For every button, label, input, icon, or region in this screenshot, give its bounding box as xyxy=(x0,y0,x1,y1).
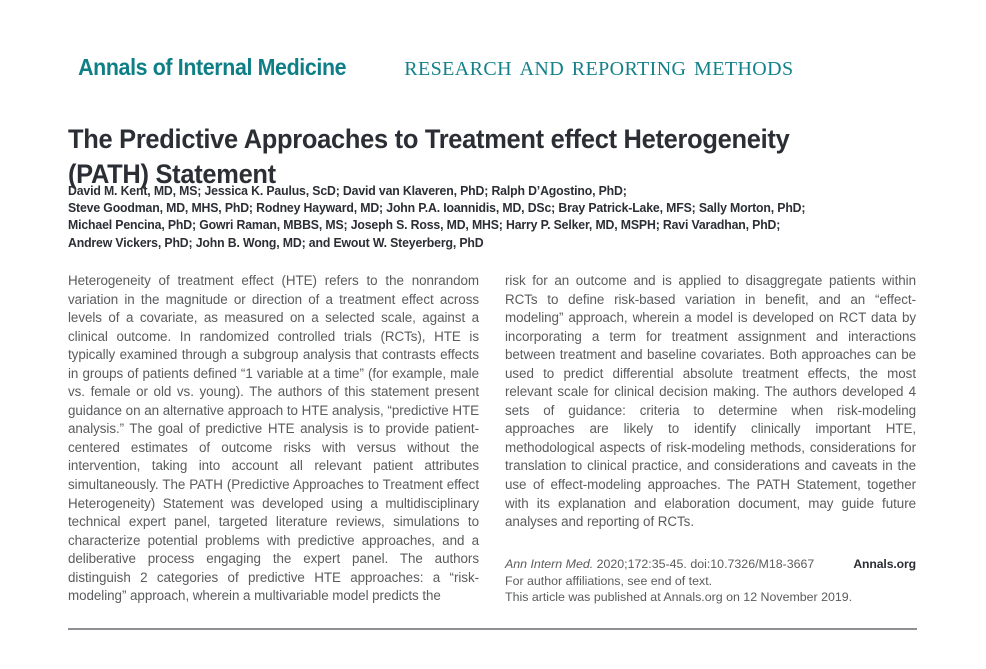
author-line: David M. Kent, MD, MS; Jessica K. Paulus, ScD; David van Klaveren, PhD; Ralph D’Agostino, PhD; xyxy=(68,184,627,198)
abstract-column-left xyxy=(68,272,479,606)
published-note: This article was published at Annals.org on 12 November 2019. xyxy=(505,590,853,605)
journal-name: Annals of Internal Medicine xyxy=(78,54,347,80)
section-title: research and reporting methods xyxy=(404,50,794,82)
masthead xyxy=(68,50,918,90)
citation-detail: 2020;172:35-45. doi:10.7326/M18-3667 xyxy=(593,557,815,571)
citation-row xyxy=(505,556,916,573)
abstract-paragraph-left: Heterogeneity of treatment effect (HTE) refers to the nonrandom variation in the magnitude or direction of a treatment effect across levels of a covariate, as measured on a selected scale, against a clinical outcome. In randomized controlled trials (RCTs), HTE is typically examined through a subgroup analysis that contrasts effects in groups of patients defined “1 variable at a time” (for example, male vs. female or old vs. young). The authors of this statement present guidance on an alternative approach to HTE analysis, “predictive HTE analysis.” The goal of predictive HTE analysis is to provide patient-centered estimates of outcome risks with versus without the intervention, taking into account all relevant patient attributes simultaneously. The PATH (Predictive Approaches to Treatment effect Heterogeneity) Statement was developed using a multidisciplinary technical expert panel, targeted literature reviews, simulations to characterize potential problems with predictive approaches, and a deliberative process engaging the expert panel. The authors distinguish 2 categories of predictive HTE approaches: a “risk-modeling” approach, wherein a multivariable model predicts the xyxy=(68,273,479,604)
abstract xyxy=(68,272,916,607)
journal-abbreviation: Ann Intern Med. xyxy=(505,557,594,571)
citation-block xyxy=(505,556,916,606)
article-title: The Predictive Approaches to Treatment effect Heterogeneity (PATH) Statement xyxy=(68,123,790,189)
author-line: Steve Goodman, MD, MHS, PhD; Rodney Hayward, MD; John P.A. Ioannidis, MD, DSc; Bray Patrick-Lake, MFS; Sally Morton, PhD; xyxy=(68,201,806,216)
author-line: Michael Pencina, PhD; Gowri Raman, MBBS, MS; Joseph S. Ross, MD, MHS; Harry P. Selker, MD, MSPH; Ravi Varadhan, PhD; xyxy=(68,218,781,233)
citation-reference xyxy=(505,556,814,573)
bottom-divider xyxy=(68,628,917,630)
author-list xyxy=(68,183,905,252)
abstract-paragraph-right: risk for an outcome and is applied to disaggregate patients within RCTs to define risk-based variation in benefit, and an “effect-modeling” approach, wherein a model is developed on RCT data by incorporating a term for treatment assignment and interactions between treatment and baseline covariates. Both approaches can be used to predict differential absolute treatment effects, the most relevant scale for clinical decision making. The authors developed 4 sets of guidance: criteria to determine when risk-modeling approaches are likely to identify clinically important HTE, methodological aspects of risk-modeling methods, considerations for translation to clinical practice, and considerations and caveats in the use of effect-modeling approaches. The PATH Statement, together with its explanation and elaboration document, may guide future analyses and reporting of RCTs. xyxy=(505,273,916,530)
annals-org-link[interactable]: Annals.org xyxy=(853,557,916,571)
author-line: Andrew Vickers, PhD; John B. Wong, MD; and Ewout W. Steyerberg, PhD xyxy=(68,235,484,250)
affiliations-note: For author affiliations, see end of text. xyxy=(505,573,713,588)
abstract-column-right xyxy=(505,272,916,532)
